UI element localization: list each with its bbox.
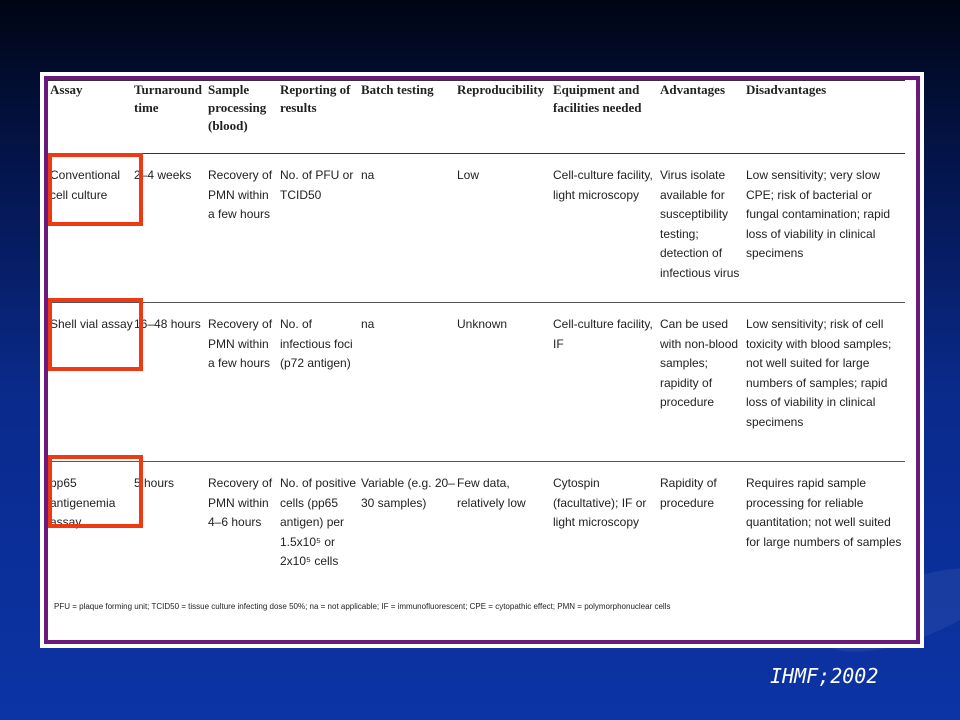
highlight-box-pp65 [48, 455, 143, 528]
table-image-frame [40, 72, 924, 648]
table-cell: Recovery of PMN within a few hours [208, 168, 273, 221]
table-cell: No. of PFU or TCID50 [280, 168, 354, 202]
citation: IHMF;2002 [770, 664, 879, 688]
header-cell: Assay [50, 82, 83, 97]
header-cell: Sample processing (blood) [208, 82, 267, 133]
table-cell: Few data, relatively low [457, 476, 526, 510]
table-cell: Virus isolate available for susceptibility testing; detection of infectious virus [660, 168, 740, 280]
highlight-box-conventional [48, 153, 143, 226]
header-cell: Batch testing [361, 82, 434, 97]
table-cell: Shell vial assay [50, 317, 133, 331]
assay-comparison-table [48, 80, 905, 602]
table-cell: Low sensitivity; risk of cell toxicity with blood samples; not well suited for large numbers of samples; rapid loss of viability in clinical specimens [746, 317, 892, 429]
table-row [48, 303, 905, 462]
table-cell: Recovery of PMN within a few hours [208, 317, 273, 370]
highlight-box-shell-vial [48, 298, 143, 371]
table-header-row [48, 80, 905, 154]
table-row [48, 154, 905, 303]
table-footnote: PFU = plaque forming unit; TCID50 = tissue culture infecting dose 50%; na = not applicable; IF = immunofluorescent; CPE = cytopathic effect; PMN = polymorphonuclear cells [54, 602, 671, 611]
table-row [48, 462, 905, 602]
table-cell: Conventional cell culture [50, 168, 121, 202]
table-cell: 5 hours [134, 476, 175, 490]
table-cell: 2–4 weeks [134, 168, 192, 182]
header-cell: Reproducibility [457, 82, 545, 97]
table-cell: Cell-culture facility, IF [553, 317, 653, 351]
header-cell: Disadvantages [746, 82, 827, 97]
table-cell: Unknown [457, 317, 508, 331]
table-cell: Low sensitivity; very slow CPE; risk of bacterial or fungal contamination; rapid loss of viability in clinical specimens [746, 168, 891, 260]
header-cell: Equipment and facilities needed [553, 82, 642, 115]
table-cell: Requires rapid sample processing for reliable quantitation; not well suited for large numbers of samples [746, 476, 902, 549]
table-cell: Cytospin (facultative); IF or light microscopy [553, 476, 647, 529]
table-cell: pp65 antigenemia assay [50, 476, 116, 529]
table-cell: 16–48 hours [134, 317, 201, 331]
table-cell: Low [457, 168, 480, 182]
table-cell: Cell-culture facility, light microscopy [553, 168, 653, 202]
table-cell: na [361, 317, 375, 331]
header-cell: Advantages [660, 82, 726, 97]
table-cell: Rapidity of procedure [660, 476, 717, 510]
table-cell: No. of positive cells (pp65 antigen) per 1.5x10⁵ or 2x10⁵ cells [280, 476, 357, 568]
table-cell: Can be used with non-blood samples; rapidity of procedure [660, 317, 739, 409]
header-cell: Turnaround time [134, 82, 202, 115]
table-cell: Variable (e.g. 20–30 samples) [361, 476, 455, 510]
table-cell: na [361, 168, 375, 182]
table-cell: No. of infectious foci (p72 antigen) [280, 317, 353, 370]
header-cell: Reporting of results [280, 82, 351, 115]
table-cell: Recovery of PMN within 4–6 hours [208, 476, 273, 529]
